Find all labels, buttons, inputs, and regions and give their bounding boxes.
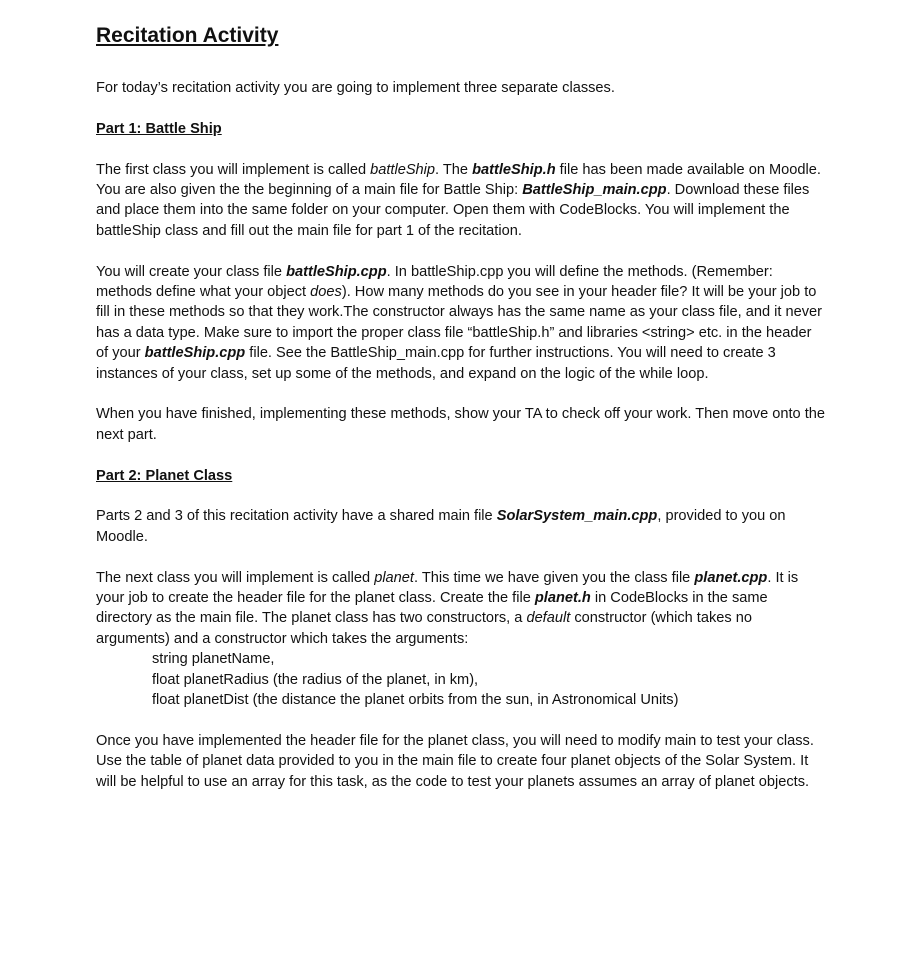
part1-heading: Part 1: Battle Ship (96, 120, 222, 137)
part2-paragraph-3: Once you have implemented the header file for the planet class, you will need to modify main to test your class. Use the table of planet data provided to you in the main file to create four planet objects of the Solar System. It will be helpful to use an array for this task, as the code to test your planets assumes an array of planet objects. (96, 732, 814, 790)
filename-battleship-cpp-2: battleShip.cpp (144, 345, 246, 362)
part1-paragraph-1: The first class you will implement is called battleShip. The battleShip.h file has been made available on Moodle. You are also given the the beginning of a main file for Battle Ship: BattleShip_main.cpp. Download these files and place them into the same folder on your computer. Open them with CodeBlocks. You will implement the battleShip class and fill out the main file for part 1 of the recitation. (96, 161, 821, 239)
filename-planet-cpp: planet.cpp (694, 569, 768, 586)
filename-solarsystem-main: SolarSystem_main.cpp (496, 508, 658, 525)
constructor-arg: float planetDist (the distance the planet orbits from the sun, in Astronomical Units) (152, 692, 679, 709)
constructor-arg: string planetName, (152, 651, 275, 668)
part2-paragraph-1: Parts 2 and 3 of this recitation activity have a shared main file SolarSystem_main.cpp, provided to you on Moodle. (96, 508, 786, 545)
classname-planet: planet (374, 569, 414, 586)
part2-heading: Part 2: Planet Class (96, 467, 233, 484)
filename-planet-h: planet.h (534, 590, 591, 607)
constructor-arg: float planetRadius (the radius of the planet, in km), (152, 671, 479, 688)
part1-paragraph-2: You will create your class file battleShip.cpp. In battleShip.cpp you will define the methods. (Remember: methods define what your object does). How many methods do you see in your header file? It will be your job to fill in these methods so that they work.The constructor always has the same name as your class file, and it never has a data type. Make sure to import the proper class file “battleShip.h” and libraries <string> etc. in the header of your battleShip.cpp file. See the BattleShip_main.cpp for further instructions. You will need to create 3 instances of your class, set up some of the methods, and expand on the logic of the while loop. (96, 263, 822, 382)
filename-battleship-cpp: battleShip.cpp (286, 263, 387, 280)
document-page (96, 22, 826, 792)
part1-paragraph-3: When you have finished, implementing these methods, show your TA to check off your work. Then move onto the next part. (96, 406, 826, 443)
filename-battleship-h: battleShip.h (472, 161, 556, 178)
page-title: Recitation Activity (96, 24, 279, 47)
part2-paragraph-2: The next class you will implement is called planet. This time we have given you the class file planet.cpp. It is your job to create the header file for the planet class. Create the file planet.h in CodeBlocks in the same directory as the main file. The planet class has two constructors, a default constructor (which takes no arguments) and a constructor which takes the arguments: (96, 569, 799, 647)
intro-paragraph: For today’s recitation activity you are going to implement three separate classes. (96, 80, 615, 96)
filename-battleship-main: BattleShip_main.cpp (522, 182, 667, 198)
classname-battleship: battleShip (370, 161, 436, 178)
